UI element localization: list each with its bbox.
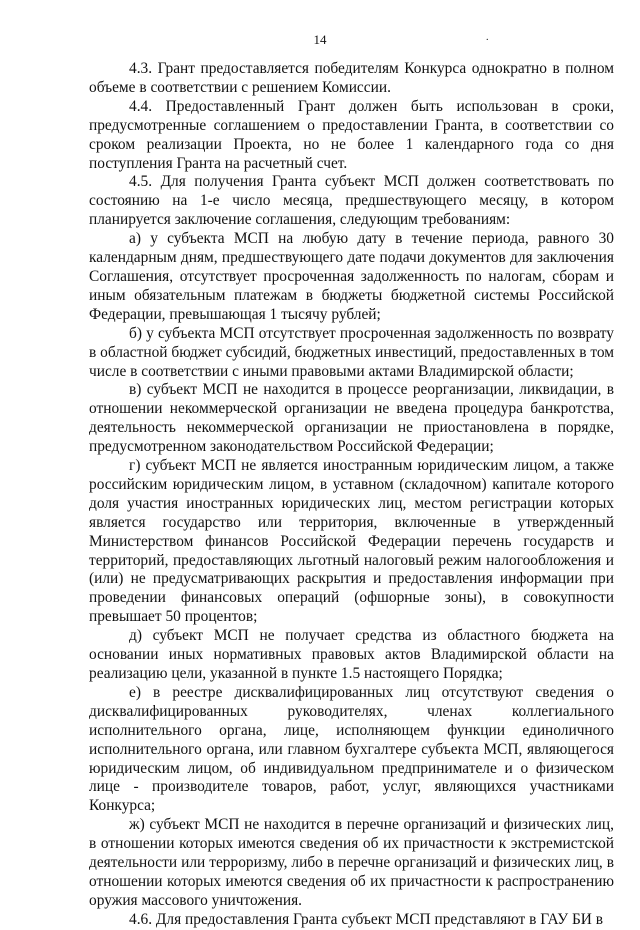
list-item-zh: ж) субъект МСП не находится в перечне организаций и физических лиц, в отношении которых имеются сведения об их причастности к экстремистской деятельности или терроризму, либо в перечне организаций и физических лиц, в отношении которых имеются сведения об их причастности к распространению оружия массового уничтожения.: [89, 816, 614, 909]
list-item-v: в) субъект МСП не находится в процессе реорганизации, ликвидации, в отношении некоммерческой организации не введена процедура банкротства, деятельность некоммерческой организации не приостановлена в порядке, предусмотренном законодательством Российской Федерации;: [89, 381, 614, 456]
paragraph-4-3: 4.3. Грант предоставляется победителям Конкурса однократно в полном объеме в соответствии с решением Комиссии.: [89, 60, 614, 96]
paragraph-4-5: 4.5. Для получения Гранта субъект МСП должен соответствовать по состоянию на 1-е число месяца, предшествующего месяцу, в котором планируется заключение соглашения, следующим требованиям:: [89, 173, 614, 229]
document-body: [89, 60, 614, 930]
corner-mark: .: [486, 32, 489, 43]
paragraph-4-6: 4.6. Для предоставления Гранта субъект МСП представляют в ГАУ БИ в: [129, 910, 604, 928]
list-item-d: д) субъект МСП не получает средства из областного бюджета на основании иных нормативных правовых актов Владимирской области на реализацию цели, указанной в пункте 1.5 настоящего Порядка;: [89, 627, 614, 682]
list-item-b: б) у субъекта МСП отсутствует просроченная задолженность по возврату в областной бюджет субсидий, бюджетных инвестиций, предоставленных в том числе в соответствии с иными правовыми актами Владимирской области;: [89, 324, 614, 380]
list-item-e: е) в реестре дисквалифицированных лиц отсутствуют сведения о дисквалифицированных руководителях, членах коллегиального исполнительного органа, лице, исполняющем функции единоличного исполнительного органа, или главном бухгалтере субъекта МСП, являющегося юридическим лицом, об индивидуальном предпринимателе и о физическом лице - производителе товаров, работ, услуг, являющихся участниками Конкурса;: [89, 683, 614, 815]
list-item-a: а) у субъекта МСП на любую дату в течение периода, равного 30 календарным дням, предшествующего дате подачи документов для заключения Соглашения, отсутствует просроченная задолженность по налогам, сборам и иным обязательным платежам в бюджеты бюджетной системы Российской Федерации, превышающая 1 тысячу рублей;: [89, 230, 614, 323]
page-number: 14: [313, 32, 327, 47]
list-item-g: г) субъект МСП не является иностранным юридическим лицом, а также российским юридическим лицом, в уставном (складочном) капитале которого доля участия иностранных юридических лиц, местом регистрации которых является государство или территория, включенные в утвержденный Министерством финансов Российской Федерации перечень государств и территорий, предоставляющих льготный налоговый режим налогообложения и (или) не предусматривающих раскрытия и предоставления информации при проведении финансовых операций (офшорные зоны), в совокупности превышает 50 процентов;: [89, 457, 614, 626]
paragraph-4-4: 4.4. Предоставленный Грант должен быть использован в сроки, предусмотренные соглашением о предоставлении Гранта, в соответствии со сроком реализации Проекта, но не более 1 календарного года со дня поступления Гранта на расчетный счет.: [89, 97, 614, 172]
